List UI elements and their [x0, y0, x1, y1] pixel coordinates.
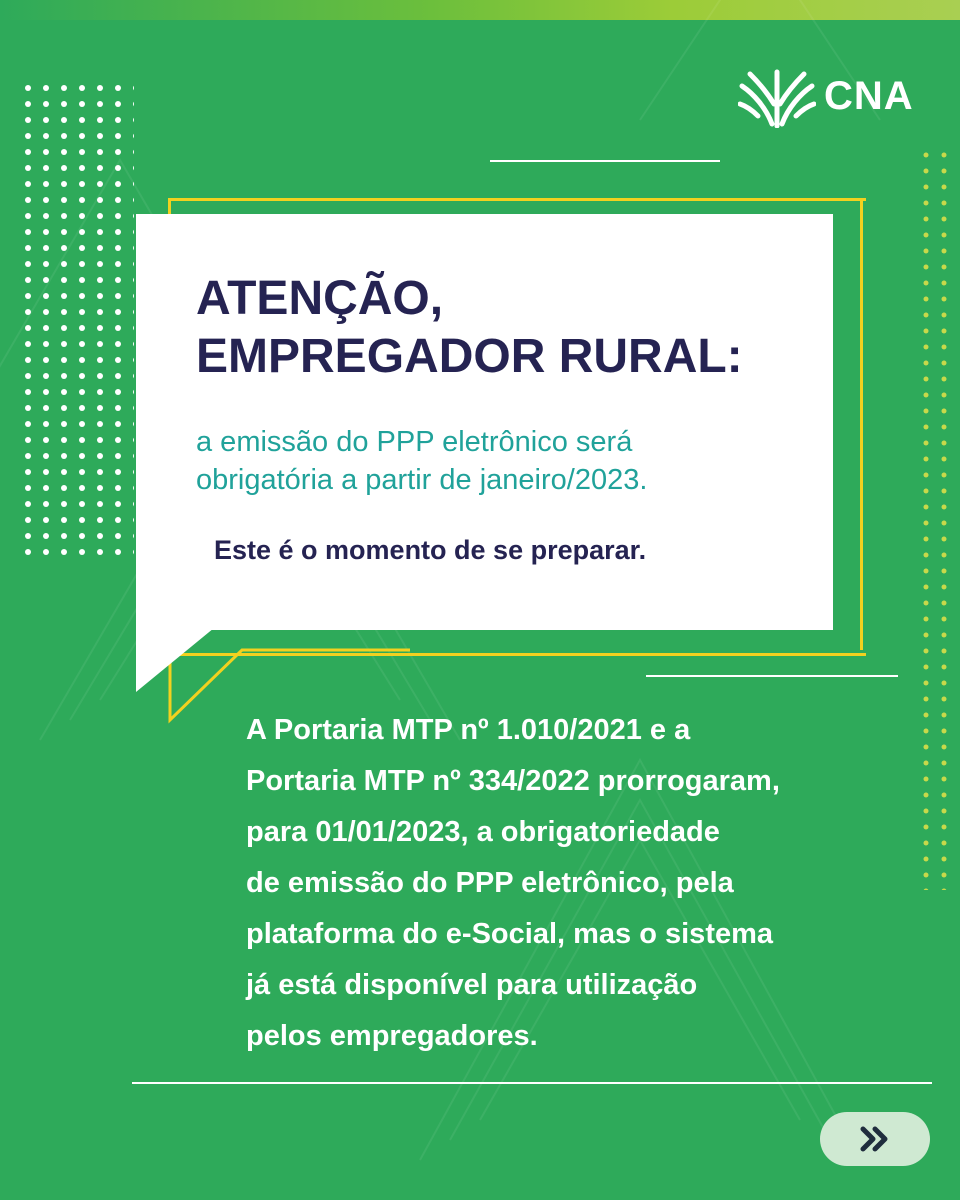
body-line: A Portaria MTP nº 1.010/2021 e a — [246, 714, 691, 746]
body-line: para 01/01/2023, a obrigatoriedade — [246, 816, 720, 848]
double-chevron-right-icon — [857, 1124, 893, 1154]
headline — [196, 270, 743, 386]
subtitle-line-2: obrigatória a partir de janeiro/2023. — [196, 464, 648, 496]
body-line: já está disponível para utilização — [246, 969, 698, 1001]
body-line: plataforma do e-Social, mas o sistema — [246, 918, 774, 950]
yellow-frame-right-edge — [860, 198, 863, 650]
dot-grid-right — [920, 150, 956, 890]
body-line: pelos empregadores. — [246, 1020, 538, 1052]
middle-divider-line — [646, 675, 898, 677]
wheat-fan-logo-icon — [738, 64, 816, 128]
body-paragraph — [246, 705, 906, 1062]
dot-grid-left — [24, 84, 134, 556]
body-line: Portaria MTP nº 334/2022 prorrogaram, — [246, 765, 780, 797]
body-line: de emissão do PPP eletrônico, pela — [246, 867, 734, 899]
speech-bubble-tail — [136, 628, 216, 694]
subtitle-line-1: a emissão do PPP eletrônico será — [196, 426, 633, 458]
call-to-action-text: Este é o momento de se preparar. — [214, 535, 647, 565]
logo-text: CNA — [824, 73, 914, 118]
subtitle — [196, 423, 647, 499]
headline-line-2: EMPREGADOR RURAL: — [196, 330, 743, 383]
bottom-divider-line — [132, 1082, 932, 1084]
headline-line-1: ATENÇÃO, — [196, 272, 444, 325]
next-slide-button[interactable] — [820, 1112, 930, 1166]
cna-logo — [738, 64, 914, 128]
top-divider-line — [490, 160, 720, 162]
